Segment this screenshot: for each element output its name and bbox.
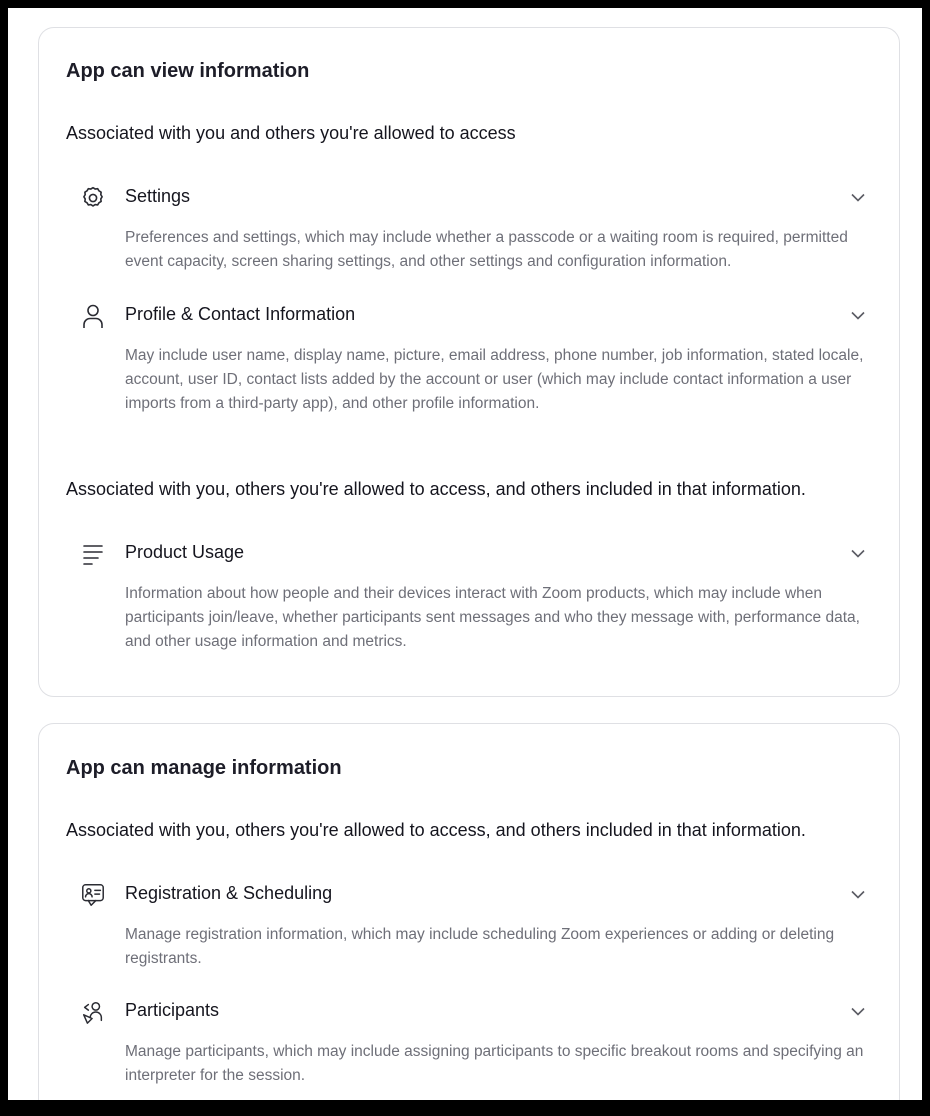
card-title: App can manage information xyxy=(66,757,342,779)
permissions-page xyxy=(8,8,922,1100)
permission-item-registration xyxy=(66,879,874,967)
permission-description: Preferences and settings, which may include whether a passcode or a waiting room is required, permitted event capacity, screen sharing settings, and other settings and configuration information. xyxy=(125,229,848,270)
text-lines-icon xyxy=(80,541,106,567)
registration-icon xyxy=(80,882,106,908)
manage-information-card xyxy=(38,723,900,1100)
permission-description: Information about how people and their devices interact with Zoom products, which may include when participants join/leave, whether participants sent messages and who they message with, performance data, and other usage information and metrics. xyxy=(125,585,860,650)
permission-description: Manage registration information, which may include scheduling Zoom experiences or adding or deleting registrants. xyxy=(125,926,835,967)
permission-item-product-usage xyxy=(66,538,874,650)
group-label: Associated with you, others you're allowed to access, and others included in that information. xyxy=(66,479,806,499)
permission-description: Manage participants, which may include assigning participants to specific breakout rooms and specifying an interpreter for the session. xyxy=(125,1043,864,1084)
chevron-down-icon[interactable] xyxy=(849,885,867,903)
permission-title: Registration & Scheduling xyxy=(125,883,333,903)
permission-header-profile[interactable] xyxy=(66,300,874,330)
card-title: App can view information xyxy=(66,60,310,82)
permission-description: May include user name, display name, picture, email address, phone number, job information, stated locale, account, user ID, contact lists added by the account or user (which may include contact information a user imports from a third-party app), and other profile information. xyxy=(125,347,864,412)
person-icon xyxy=(80,303,106,329)
view-information-card xyxy=(38,27,900,697)
permission-header-registration[interactable] xyxy=(66,879,874,909)
permission-item-settings xyxy=(66,182,874,270)
permission-title: Participants xyxy=(125,1000,220,1020)
permission-title: Settings xyxy=(125,186,191,206)
gear-icon xyxy=(80,185,106,211)
permission-header-participants[interactable] xyxy=(66,996,874,1026)
group-label: Associated with you, others you're allowed to access, and others included in that information. xyxy=(66,820,806,840)
permission-header-product-usage[interactable] xyxy=(66,538,874,568)
permission-header-settings[interactable] xyxy=(66,182,874,212)
chevron-down-icon[interactable] xyxy=(849,1002,867,1020)
permission-title: Product Usage xyxy=(125,542,245,562)
chevron-down-icon[interactable] xyxy=(849,306,867,324)
permission-title: Profile & Contact Information xyxy=(125,304,356,324)
permission-item-participants xyxy=(66,996,874,1084)
permission-item-profile xyxy=(66,300,874,412)
group-label: Associated with you and others you're allowed to access xyxy=(66,123,516,143)
participants-icon xyxy=(80,999,106,1025)
chevron-down-icon[interactable] xyxy=(849,544,867,562)
chevron-down-icon[interactable] xyxy=(849,188,867,206)
